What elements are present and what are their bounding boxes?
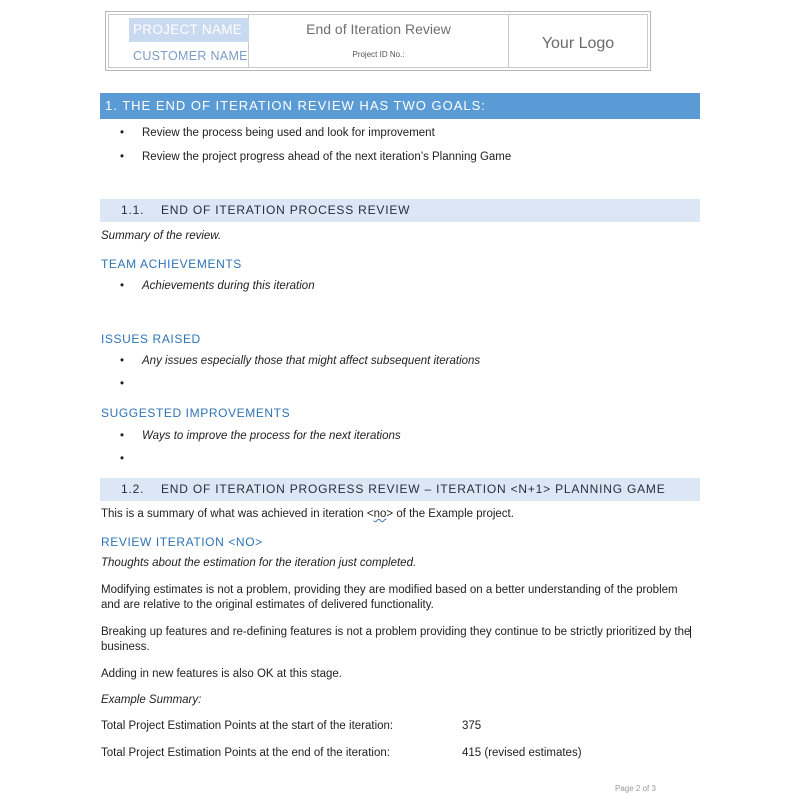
summary-row-label: Total Project Estimation Points at the end of the iteration: <box>101 747 390 759</box>
header-inner <box>108 14 648 68</box>
list-item-text: Review the process being used and look for improvement <box>142 127 435 139</box>
paragraph-new-features: Adding in new features is also OK at this stage. <box>101 668 342 680</box>
bullet-icon: • <box>120 127 125 139</box>
list-item <box>120 151 511 163</box>
heading-team-achievements: TEAM ACHIEVEMENTS <box>101 257 242 271</box>
estimation-thoughts: Thoughts about the estimation for the iteration just completed. <box>101 557 417 569</box>
header-mid-cell <box>249 15 509 67</box>
header-table <box>105 11 651 71</box>
summary-row-label: Total Project Estimation Points at the start of the iteration: <box>101 720 394 732</box>
list-item-text: Review the project progress ahead of the next iteration’s Planning Game <box>142 151 512 163</box>
list-item-text: Achievements during this iteration <box>142 280 315 292</box>
summary-row-value: 375 <box>462 720 482 732</box>
list-item-text: Any issues especially those that might affect subsequent iterations <box>142 355 481 367</box>
text-cursor <box>690 626 691 638</box>
list-item <box>120 355 480 367</box>
heading-number: 1.1. <box>121 203 145 217</box>
heading-title: END OF ITERATION PROCESS REVIEW <box>161 203 411 217</box>
heading-2-bar-progress <box>100 478 700 501</box>
intro-text-start: This is a summary of what was achieved in iteration < <box>101 508 374 520</box>
paragraph-breaking-features <box>101 625 693 655</box>
list-item-text: Ways to improve the process for the next iterations <box>142 430 401 442</box>
paragraph-modifying-estimates: Modifying estimates is not a problem, providing they are modified based on a better understanding of the problem and are relative to the original estimates of delivered functionality. <box>101 584 678 611</box>
heading-1-bar: 1. THE END OF ITERATION REVIEW HAS TWO GOALS: <box>100 93 700 119</box>
page-number: Page 2 of 3 <box>615 784 656 793</box>
spellcheck-word[interactable]: no <box>373 508 387 520</box>
summary-row-value: 415 (revised estimates) <box>462 747 582 759</box>
paragraph-text: Breaking up features and re-defining features is not a problem providing they continue to be strictly prioritized by the business. <box>101 626 691 653</box>
bullet-icon: • <box>120 430 125 442</box>
header-left-cell <box>109 15 249 67</box>
heading-number: 1.2. <box>121 482 145 496</box>
bullet-icon: • <box>120 355 125 367</box>
heading-issues-raised: ISSUES RAISED <box>101 332 201 346</box>
logo-placeholder: Your Logo <box>541 35 615 52</box>
customer-name-field[interactable]: CUSTOMER NAME <box>133 49 248 63</box>
bullet-icon: • <box>120 151 125 163</box>
list-item <box>120 453 142 465</box>
bullet-icon: • <box>120 453 125 465</box>
heading-review-iteration: REVIEW ITERATION <NO> <box>101 535 263 549</box>
list-item <box>120 430 401 442</box>
intro-text-end: > of the Example project. <box>386 508 514 520</box>
example-summary-label: Example Summary: <box>101 694 202 706</box>
list-item <box>120 127 435 139</box>
document-title: End of Iteration Review <box>306 21 451 37</box>
heading-suggested-improvements: SUGGESTED IMPROVEMENTS <box>101 406 291 420</box>
list-item <box>120 378 142 390</box>
bullet-icon: • <box>120 378 125 390</box>
list-item <box>120 280 315 292</box>
progress-intro <box>101 507 701 522</box>
heading-title: END OF ITERATION PROGRESS REVIEW – ITERATION <N+1> PLANNING GAME <box>161 482 666 496</box>
header-right-cell <box>509 15 647 67</box>
project-id-label: Project ID No.: <box>352 50 405 59</box>
project-name-field[interactable]: PROJECT NAME <box>129 18 249 42</box>
review-summary: Summary of the review. <box>101 230 222 242</box>
heading-2-bar-process <box>100 199 700 222</box>
bullet-icon: • <box>120 280 125 292</box>
